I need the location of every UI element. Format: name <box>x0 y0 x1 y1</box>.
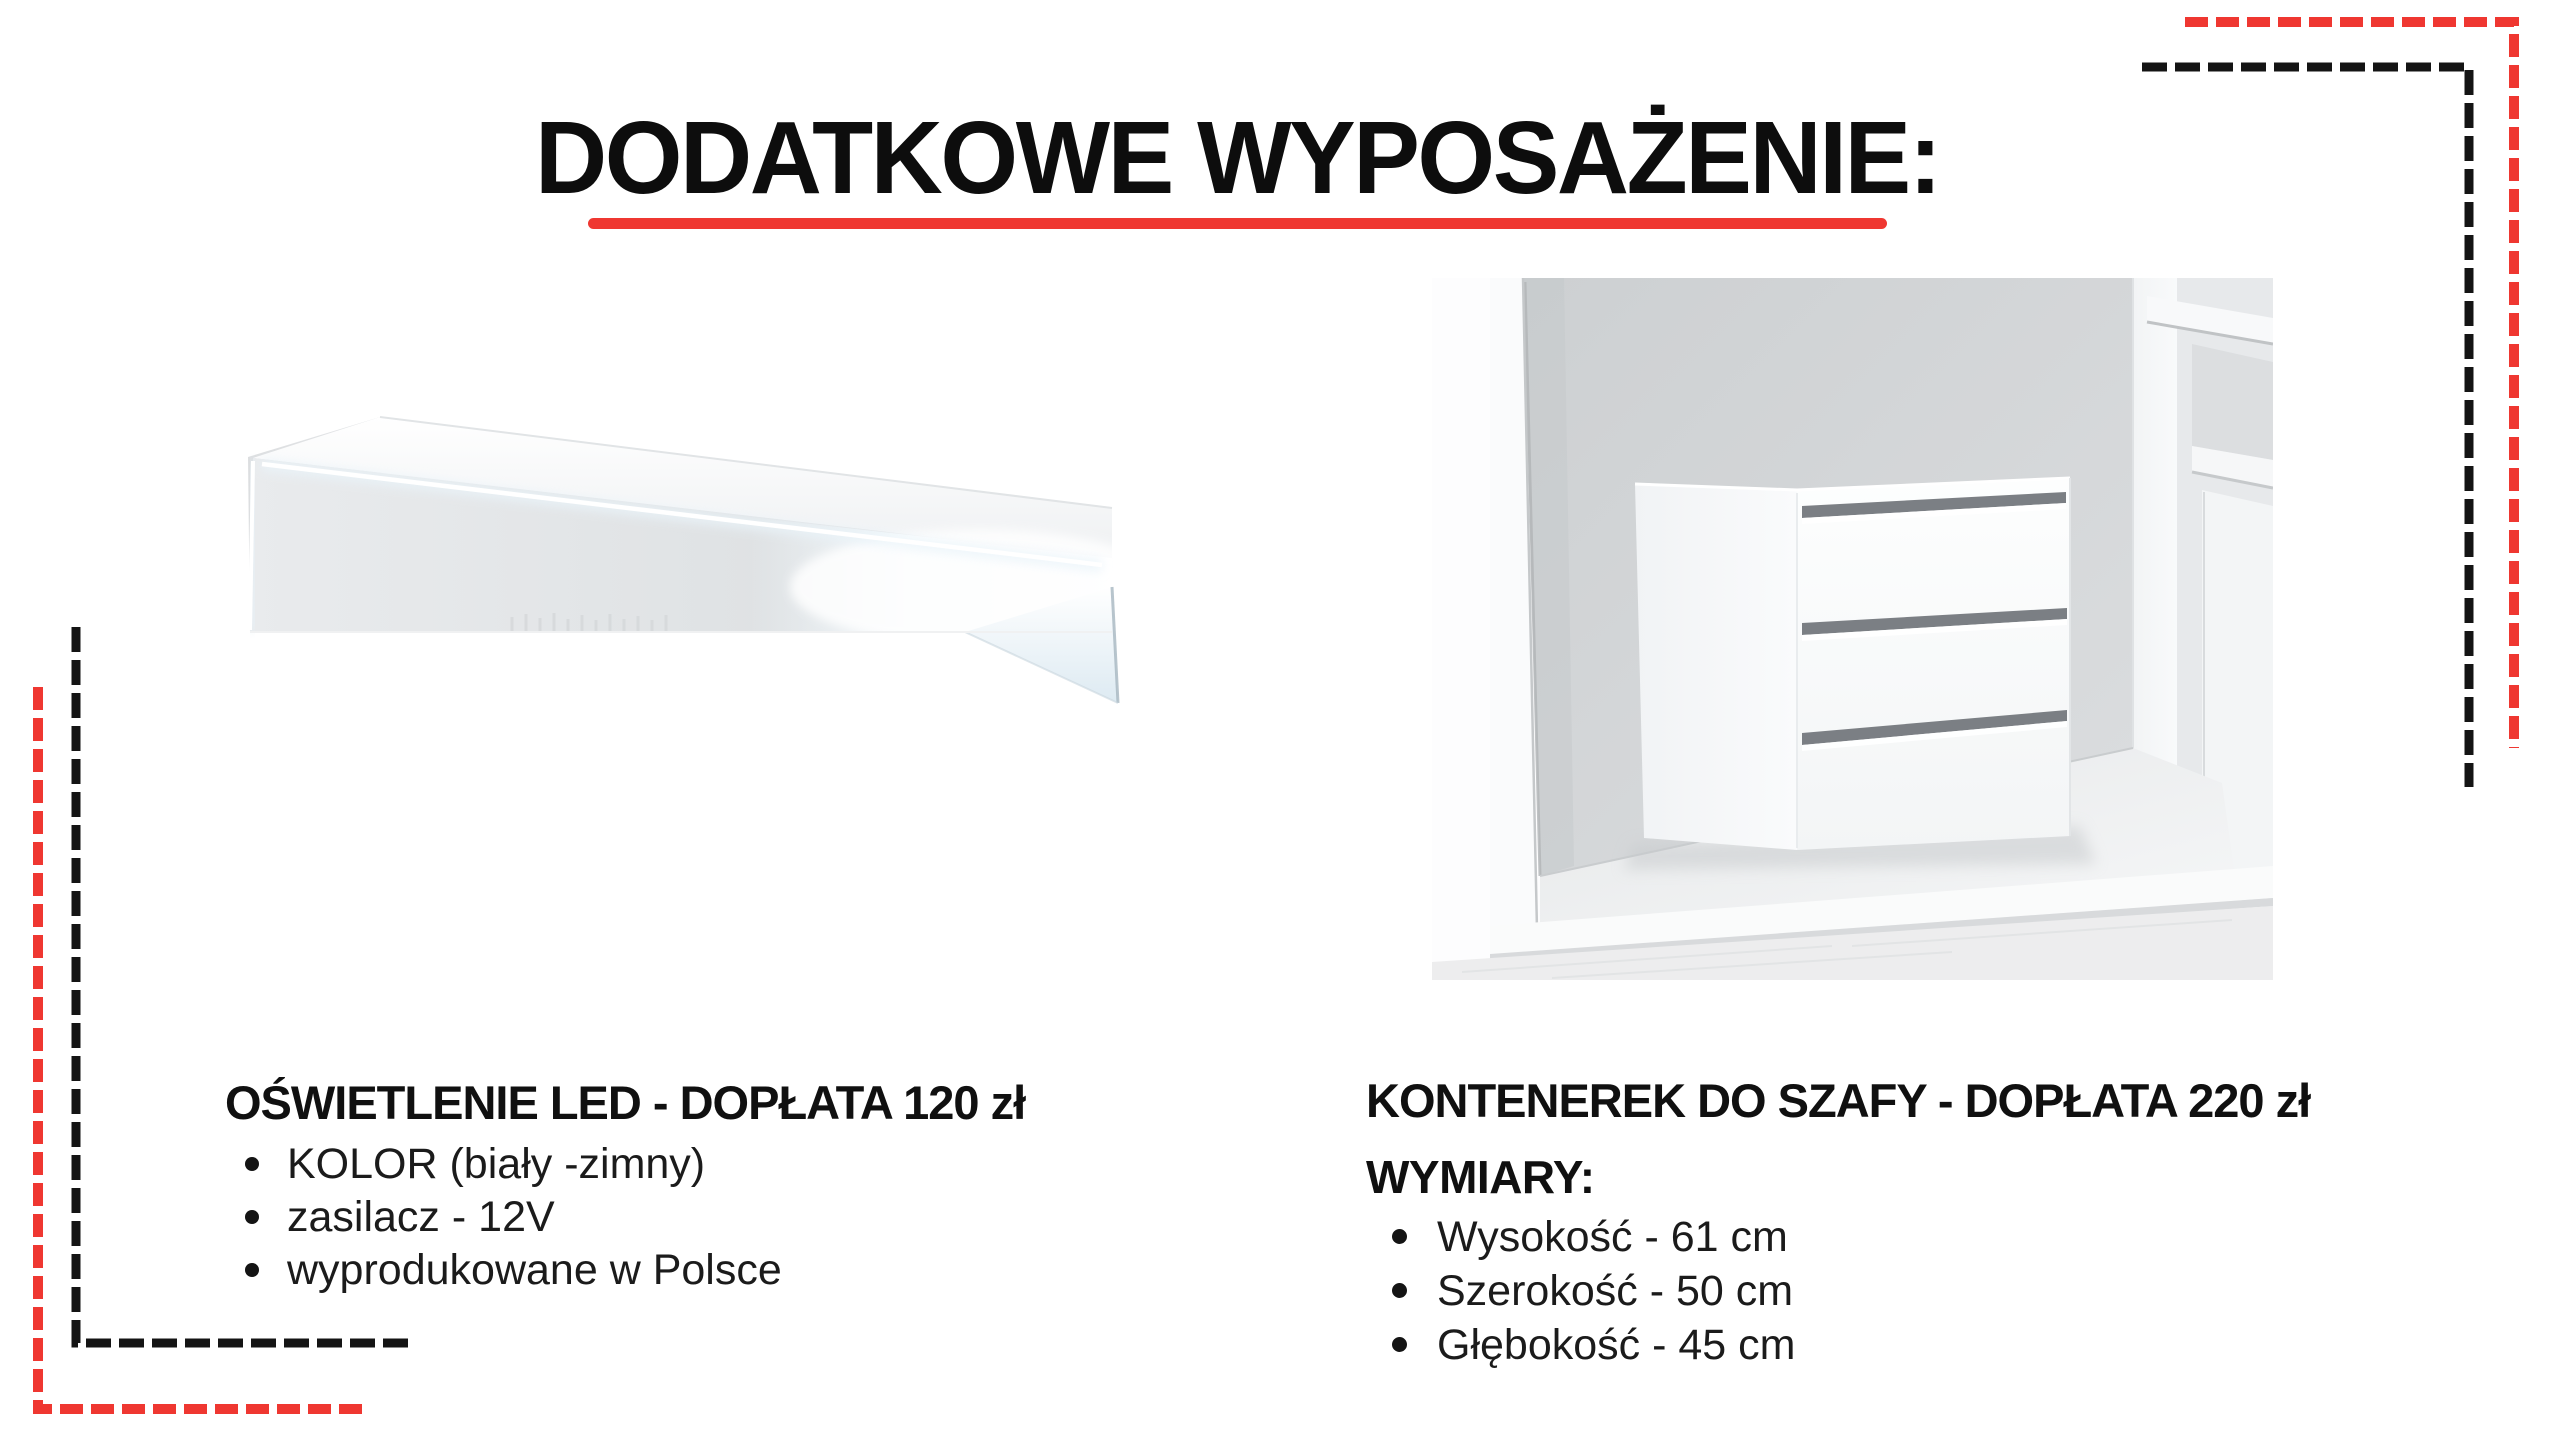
list-item-text: wyprodukowane w Polsce <box>287 1246 782 1294</box>
list-item <box>1392 1210 2366 1264</box>
dashed-line-bottom-left-red <box>38 687 366 1409</box>
list-item-text: KOLOR (biały -zimny) <box>287 1140 706 1188</box>
bullet-dot <box>1392 1337 1407 1352</box>
list-item-text: Głębokość - 45 cm <box>1437 1321 1796 1369</box>
list-item <box>1392 1318 2366 1372</box>
list-item <box>1392 1264 2366 1318</box>
container-heading: KONTENEREK DO SZAFY - DOPŁATA 220 zł <box>1366 1074 2311 1127</box>
list-item-text: Szerokość - 50 cm <box>1437 1267 1794 1315</box>
dimensions-heading: WYMIARY: <box>1366 1151 1595 1203</box>
bullet-dot <box>1392 1229 1407 1244</box>
led-bullet-list <box>245 1138 1105 1297</box>
title-underline <box>588 218 1887 229</box>
bullet-dot <box>245 1157 259 1171</box>
bullet-dot <box>245 1263 259 1277</box>
section-led <box>225 1076 1105 1297</box>
led-heading: OŚWIETLENIE LED - DOPŁATA 120 zł <box>225 1076 1026 1129</box>
list-item-text: Wysokość - 61 cm <box>1437 1213 1788 1261</box>
drawer-unit-photo <box>1432 278 2273 980</box>
bullet-dot <box>1392 1283 1407 1298</box>
list-item <box>245 1138 1105 1191</box>
bullet-dot <box>245 1210 259 1224</box>
list-item <box>245 1244 1105 1297</box>
page-title: DODATKOWE WYPOSAŻENIE: <box>535 100 1940 215</box>
section-container <box>1366 1074 2366 1372</box>
led-cabinet-photo <box>150 335 1125 745</box>
dimensions-bullet-list <box>1392 1210 2366 1372</box>
list-item <box>245 1191 1105 1244</box>
list-item-text: zasilacz - 12V <box>287 1193 555 1241</box>
